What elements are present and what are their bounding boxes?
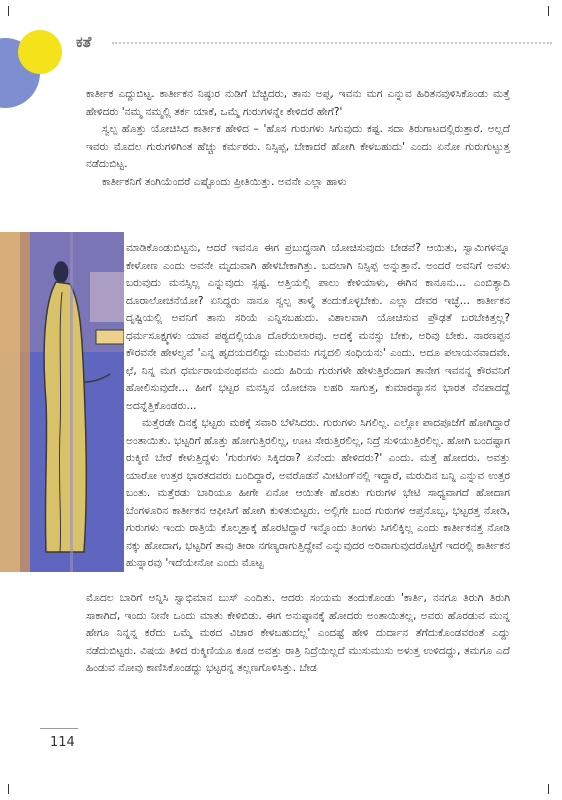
text-block-beside-illustration	[126, 240, 510, 573]
paragraph-3: ಕಾರ್ತೀಕನಿಗೆ ತಂಗಿಯೆಂದರೆ ಎಷ್ಟೊಂದು ಪ್ರೀತಿಯಿತ್ತು. ಅವನೇ ಎಲ್ಲಾ ಹಾಳು	[102, 175, 347, 188]
crop-mark-top-left	[8, 6, 9, 16]
page-number-rule	[40, 728, 78, 729]
text-block-top	[86, 86, 510, 191]
header-dotted-rule	[112, 42, 552, 44]
crop-mark-top-right	[548, 6, 549, 16]
paragraph-1: ಕಾರ್ತೀಕ ಎದ್ದುಬಿಟ್ಟ. ಕಾರ್ತೀಕನ ನಿಷ್ಠುರ ನುಡಿಗೆ ಬೆಚ್ಚಿದರು, ತಾನು ಅಪ್ಪ, ಇವನು ಮಗ ಎನ್ನುವ ಹಿರಿತನವುಳಿಸಿಕೊಂಡು ಮತ್ತೆ ಹೇಳಿದರು 'ನಮ್ಮ ನಮ್ಮಲ್ಲಿ ತರ್ಕ ಯಾಕೆ, ಒಮ್ಮೆ ಗುರುಗಳನ್ನೇ ಕೇಳಿದರೆ ಹೇಗೆ?'	[86, 88, 510, 118]
crop-mark-bottom-left	[8, 784, 9, 794]
story-illustration	[0, 232, 124, 572]
section-label: ಕತೆ	[76, 33, 92, 51]
paragraph-4: ಮಾಡಿಕೊಂಡುಬಿಟ್ಟನು, ಆದರೆ ಇವನೂ ಈಗ ಪ್ರಬುದ್ಧನಾಗಿ ಯೋಚಿಸುವುದು ಬೇಡವೆ? ಆಯಿತು, ಸ್ವಾಮಿಗಳನ್ನೂ ಕೇಳೋಣ ಎಂದು ಅವನೇ ಮೃದುವಾಗಿ ಹೇಳಬೇಕಾಗಿತ್ತು. ಬದಲಾಗಿ ನಿಸ್ಸಿಪ್ಪ ಅನ್ನುತ್ತಾನೆ. ಅಂದರೆ ಅವನಿಗೆ ಅವಳು ಬರುವುದು ಮನಸ್ಸಿಲ್ಲ ಎನ್ನುವುದು ಸ್ಪಷ್ಟ. ಅತ್ತಿಯಲ್ಲಿ ಪಾಲು ಕೇಳಿಯಾಳು, ಈಗಿನ ಕಾನೂನು... ಎಂಬಿತ್ಯಾದಿ ದೂರಾಲೋಚನೆಯೋ? ಏನಿದ್ದರು ನಾನೂ ಸ್ವಲ್ಪ ತಾಳ್ಮೆ ತಂದುಕೊಳ್ಳಬೇಕು. ಎಲ್ಲಾ ದೇವರ ಇಚ್ಛೆ... ಕಾರ್ತೀಕನ ದೃಷ್ಟಿಯಲ್ಲಿ ಅವನಿಗೆ ತಾನು ಸರಿಯೆ ಎನ್ನಿಸಬಹುದು. ವಿಶಾಲವಾಗಿ ಯೋಚಿಸುವ ಪ್ರೌಢತೆ ಬರಬೇಕಿತ್ತಲ್ಲ? ಧರ್ಮಸೂಕ್ಷ್ಮಗಳು ಯಾವ ಪಠ್ಯದಲ್ಲಿಯೂ ದೊರೆಯಲಾರವು. ಅದಕ್ಕೆ ಮನಸ್ಸು ಬೇಕು, ಅರಿವು ಬೇಕು. ನಾರಣಪ್ಪನ ಕೌರವನೇ ಹೇಳಲ್ವವೆ 'ಎನ್ನ ಹೃದಯದಲಿದ್ದು ಮುರಿವನು ಗನ್ನದಲಿ ಸಂಧಿಯನು' ಎಂದು. ಅದೂ ಪಲಾಯನವಾದವೇ. ಛೆ, ನಿನ್ನ ಮಗ ಧರ್ಮರಾಯನಂಥವನು ಎಂದು ಹಿರಿಯ ಗುರುಗಳೇ ಹೇಳುತ್ತಿರೆಂದಾಗ ತಾನೇಗ ಇವನನ್ನ ಕೌರವನಿಗೆ ಹೋಲಿಸುವುದೇ... ಹೀಗೆ ಭಟ್ಟರ ಮನಸ್ಸಿನ ಯೋಚನಾ ಲಹರಿ ಸಾಗುತ್ತ, ಕುಮಾರವ್ಯಾಸನ ಭಾರತ ನೆನಪಾದದ್ದೆ ಅದನ್ನೆತ್ತಿಕೊಂಡರು...	[126, 242, 510, 412]
sun-icon	[18, 30, 62, 74]
page-number: 114	[50, 735, 75, 750]
paragraph-5: ಮತ್ತೆರಡೇ ದಿನಕ್ಕೆ ಭಟ್ಟರು ಮಠಕ್ಕೆ ಸವಾರಿ ಬೆಳೆಸಿದರು. ಗುರುಗಳು ಸಿಗಲಿಲ್ಲ. ಎಲ್ಲೋ ಪಾದಪೂಜೆಗೆ ಹೋಗಿದ್ದಾರೆ ಅಂತಾಯಿತು. ಭಟ್ಟರಿಗೆ ಹೊತ್ತು ಹೋಗುತ್ತಿರಲಿಲ್ಲ, ಊಟ ಸೇರುತ್ತಿರಲಿಲ್ಲ, ನಿದ್ರೆ ಸುಳಿಯುತ್ತಿರಲಿಲ್ಲ. ಹೋಗಿ ಬಂದಷ್ಟಾಗ ರುಕ್ಮಿಣಿ ಬೇರೆ ಕೇಳುತ್ತಿದ್ದಳು 'ಗುರುಗಳು ಸಿಕ್ಕಿದರಾ? ಏನೆಂದು ಹೇಳಿದರು?' ಎಂದು. ಮತ್ತೆ ಹೋದರು. ಅವತ್ತು ಯಾರೋ ಉತ್ತರ ಭಾರತದವರು ಬಂದಿದ್ದಾರೆ, ಅವರೊಡನೆ ಮೀಟಿಂಗ್‌ನಲ್ಲಿ ಇದ್ದಾರೆ, ಮರುದಿನ ಬನ್ನಿ ಎನ್ನುವ ಉತ್ತರ ಬಂತು. ಮತ್ತೆರಡು ಬಾರಿಯೂ ಹೀಗೇ ಏನೋ ಆಯಿತೇ ಹೊರತು ಗುರುಗಳ ಭೇಟಿ ಸಾಧ್ಯವಾಗದೆ ಹೋದಾಗ ಬೆಂಗಳೂರಿನ ಕಾರ್ತೀಕನ ಆಫೀಸಿಗೆ ಹೋಗಿ ಕುಳಿತುಬಿಟ್ಟರು. ಅಲ್ಲಿಗೇ ಬಂದ ಗುರುಗಳ ಆಪ್ತನೊಬ್ಬ, ಭಟ್ಟರತ್ತ ನೋಡಿ, ಗುರುಗಳು ಇಂದು ರಾತ್ರಿಯೆ ಕೊಲ್ಕತ್ತಾಕ್ಕೆ ಹೊರಟಿದ್ದಾರೆ ಇನ್ನೊಂದು ತಿಂಗಳು ಸಿಗಲಿಕ್ಕಿಲ್ಲ ಎಂದು ಕಾರ್ತೀಕನತ್ತ ನೋಡಿ ನಕ್ಕು ಹೋದಾಗ, ಭಟ್ಟರಿಗೆ ತಾವು ತೀರಾ ನಗಣ್ಯರಾಗುತ್ತಿದ್ದೇವೆ ಎನ್ನುವುದರ ಅರಿವಾಗುವುದರೊಟ್ಟಿಗೆ ಇದರಲ್ಲಿ ಕಾರ್ತೀಕನ ಹುನ್ನಾರವು 'ಇದೆಯೇನೋ ಎಂದು ಮೊಟ್ಟ	[126, 417, 510, 569]
crop-mark-bottom-right	[548, 784, 549, 794]
paragraph-2: ಸ್ವಲ್ಪ ಹೊತ್ತು ಯೋಚಿಸಿದ ಕಾರ್ತೀಕ ಹೇಳಿದ – 'ಹೊಸ ಗುರುಗಳು ಸಿಗುವುದು ಕಷ್ಟ. ಸದಾ ತಿರುಗಾಟದಲ್ಲಿರುತ್ತಾರೆ. ಅಲ್ಲದೆ ಇವರು ಮೊದಲ ಗುರುಗಳಿಗಿಂತ ಹೆಚ್ಚು ಕರ್ಮಠರು. ನಿಸ್ಸಿಪ್ಪ, ಬೇಕಾದರೆ ಹೋಗಿ ಕೇಳಬಹುದು' ಎಂದು ಏನೋ ಗುರುಗುಟ್ಟುತ್ತ ನಡೆದುಬಿಟ್ಟ.	[86, 123, 510, 170]
paragraph-6: ಮೊದಲ ಬಾರಿಗೆ ಅನ್ನಿಸಿ ಸ್ವಾಭಿಮಾನ ಬುಸ್ ಎಂದಿತು. ಆದರು ಸಂಯಮ ತಂದುಕೊಂಡು 'ಕಾರ್ತಿ, ನನಗೂ ತಿರುಗಿ ತಿರುಗಿ ಸಾಕಾಗಿದೆ, ಇಂದು ನೀನೇ ಒಂದು ಮಾತು ಕೇಳಿಬಿಡು. ಈಗ ಅನುಷ್ಠಾನಕ್ಕೆ ಹೋದರು ಅಂತಾಯಿತಲ್ಲ, ಅವರು ಹೊರಡುವ ಮುನ್ನ ಹೇಗೂ ನಿನ್ನನ್ನ ಕರೆದು ಒಮ್ಮೆ ಮಠದ ವಿಚಾರ ಕೇಳಬಹುದಲ್ಲ' ಎಂದಷ್ಟೆ ಹೇಳಿ ದುರ್ದಾನ ತೆಗೆದುಕೊಂಡವರಂತೆ ಎದ್ದು ನಡೆದುಬಿಟ್ಟರು. ವಿಷಯ ತಿಳಿದ ರುಕ್ಮಿಣಿಯೂ ಕೂಡ ಅವತ್ತು ರಾತ್ರಿ ನಿದ್ರೆಯಿಲ್ಲದೆ ಮುಸುಮುಸು ಅಳುತ್ತ ಉಳಿದದ್ದು, ತಮಗೂ ಎದೆ ಹಿಂಡುವ ನೋವು ಕಾಣಿಸಿಕೊಂಡದ್ದು ಭಟ್ಟರನ್ನ ತಲ್ಲಣಗೊಳಿಸಿತ್ತು. ಬೇಡ	[86, 592, 510, 674]
text-block-bottom	[86, 590, 510, 678]
